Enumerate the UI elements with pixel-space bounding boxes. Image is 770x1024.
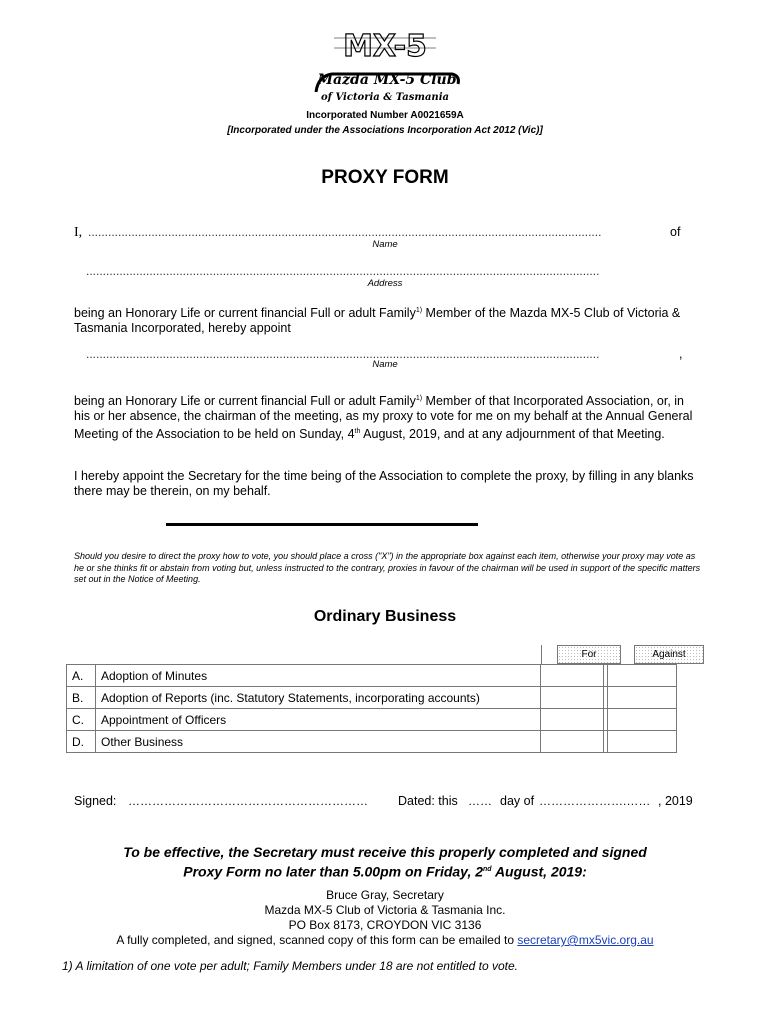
deadline-line-2b: August, 2019: [491,863,587,880]
secretary-address [0,888,770,948]
deadline-line-2 [0,861,770,881]
member-paragraph-1 [74,303,699,336]
item-label: Adoption of Reports (inc. Statutory Statements, incorporating accounts) [96,687,541,709]
para2-text-a: being an Honorary Life or current financial Full or adult Family [74,394,416,409]
email-line [0,933,770,948]
para2-text-b: Member of that Incorporated Association, or, in his or her absence, the chairman of the meeting, as my proxy to vote for me on my behalf at the Annual General Meeting of the Association to be held on Sunday, 4 [74,394,693,442]
against-checkbox[interactable] [608,709,677,731]
item-label: Appointment of Officers [96,709,541,731]
para2-footnote-ref: 1) [415,395,423,402]
item-letter: B. [67,687,96,709]
club-logo-region: of Victoria & Tasmania [321,92,449,103]
address-caption: Address [367,278,403,289]
footnote: 1) A limitation of one vote per adult; Family Members under 18 are not entitled to vote. [62,959,519,973]
mx5-logo [330,28,440,64]
page-title: PROXY FORM [321,167,449,188]
mx5-logo-text: MX-5 [343,29,427,64]
para2-date-sup: th [354,428,361,436]
proxy-name-caption: Name [372,359,398,370]
para2-text-c: August, 2019, and at any adjournment of that Meeting. [360,427,665,442]
date-month-field[interactable]: ………………….…… [539,794,651,808]
po-box: PO Box 8173, CROYDON VIC 3136 [288,918,482,932]
ordinary-business-heading: Ordinary Business [313,608,457,625]
against-checkbox[interactable] [608,665,677,687]
against-checkbox[interactable] [608,731,677,753]
for-checkbox[interactable] [541,665,604,687]
proxy-name-comma: , [679,347,683,361]
proxy-instruction-note: Should you desire to direct the proxy how to vote, you should place a cross ("X") in the appropriate box against each item, otherwise your proxy may vote as he or she thinks fit or abstain from voting but, unless instructed to the contrary, proxies in favour of the chairman will be used in support of the specific matters set out in the Notice of Meeting. [74,551,701,584]
para1-text-a: being an Honorary Life or current financial Full or adult Family [74,306,416,321]
secretary-name: Bruce Gray, Secretary [326,888,444,902]
year-label: , 2019 [658,794,693,808]
deadline-line-2a: Proxy Form no later than 5.00pm on Friday, 2 [183,863,484,880]
signature-field[interactable]: …………………………………………………… [128,794,368,808]
header-rule [541,645,542,664]
name-caption: Name [372,239,398,250]
item-label: Adoption of Minutes [96,665,541,687]
item-label: Other Business [96,731,541,753]
secretary-paragraph: I hereby appoint the Secretary for the time being of the Association to complete the proxy, by filling in any blanks there may be therein, on my behalf. [74,469,694,498]
divider-rule [166,523,478,526]
deadline-sup: nd [483,866,492,873]
email-text: A fully completed, and signed, scanned copy of this form can be emailed to [116,933,518,947]
date-day-field[interactable]: …… [468,794,492,808]
business-table [66,664,677,753]
incorporated-act: [Incorporated under the Associations Incorporation Act 2012 (Vic)] [227,125,543,136]
club-name: Mazda MX-5 Club of Victoria & Tasmania Inc. [264,903,506,917]
para1-text-b: Member of the Mazda MX-5 Club of Victoria & Tasmania Incorporated, hereby appoint [74,306,681,336]
table-row [67,687,677,709]
against-checkbox[interactable] [608,687,677,709]
dated-label: Dated: this [398,794,458,808]
table-row [67,709,677,731]
deadline-line-1: To be effective, the Secretary must receive this properly completed and signed [123,844,647,860]
para1-footnote-ref: 1) [415,307,423,314]
for-checkbox[interactable] [541,687,604,709]
name-prefix: I, [74,225,83,240]
name-field[interactable]: .......................................................................................................................................................... [88,225,602,239]
item-letter: A. [67,665,96,687]
table-row [67,665,677,687]
signed-label: Signed: [74,794,117,808]
email-link[interactable]: secretary@mx5vic.org.au [517,933,654,947]
item-letter: D. [67,731,96,753]
name-of-label: of [670,225,681,239]
against-column-header: Against [634,645,704,664]
address-field[interactable]: .......................................................................................................................................................... [86,264,600,278]
table-row [67,731,677,753]
for-checkbox[interactable] [541,731,604,753]
for-column-header: For [557,645,621,664]
item-letter: C. [67,709,96,731]
day-of-label: day of [500,794,535,808]
incorporated-number: Incorporated Number A0021659A [306,110,464,121]
member-paragraph-2 [74,391,699,442]
deadline-notice [0,844,770,881]
club-logo-name: Mazda MX-5 Club [317,72,457,88]
for-checkbox[interactable] [541,709,604,731]
proxy-name-field[interactable]: .......................................................................................................................................................... [86,347,600,361]
